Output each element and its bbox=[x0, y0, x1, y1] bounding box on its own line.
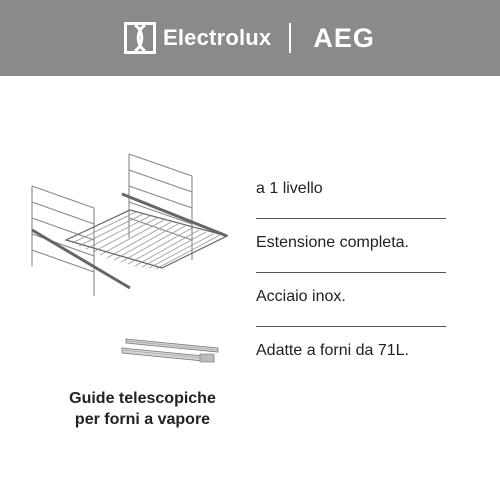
aeg-wordmark: AEG bbox=[313, 22, 375, 53]
wire-shelf bbox=[66, 210, 227, 269]
feature-item bbox=[256, 174, 446, 228]
electrolux-logo-icon bbox=[124, 22, 156, 54]
logo-divider bbox=[289, 23, 291, 53]
back-ladder bbox=[129, 154, 192, 260]
feature-label: Acciaio inox. bbox=[256, 288, 346, 305]
telescopic-rails-illustration bbox=[120, 334, 225, 364]
brand-logos bbox=[124, 20, 375, 56]
feature-label: Adatte a forni da 71L. bbox=[256, 342, 409, 359]
feature-list bbox=[256, 174, 446, 390]
feature-item bbox=[256, 228, 446, 282]
feature-divider bbox=[256, 218, 446, 219]
feature-item bbox=[256, 282, 446, 336]
feature-divider bbox=[256, 326, 446, 327]
product-caption bbox=[40, 388, 245, 430]
caption-line-2: per forni a vapore bbox=[74, 411, 211, 428]
oven-rack-illustration bbox=[22, 148, 237, 308]
caption-line-1: Guide telescopiche bbox=[69, 390, 216, 407]
feature-label: a 1 livello bbox=[256, 180, 323, 197]
electrolux-wordmark: Electrolux bbox=[163, 25, 272, 50]
feature-divider bbox=[256, 272, 446, 273]
front-ladder bbox=[32, 186, 94, 296]
brand-header bbox=[0, 0, 500, 76]
feature-item bbox=[256, 336, 446, 390]
feature-label: Estensione completa. bbox=[256, 234, 409, 251]
